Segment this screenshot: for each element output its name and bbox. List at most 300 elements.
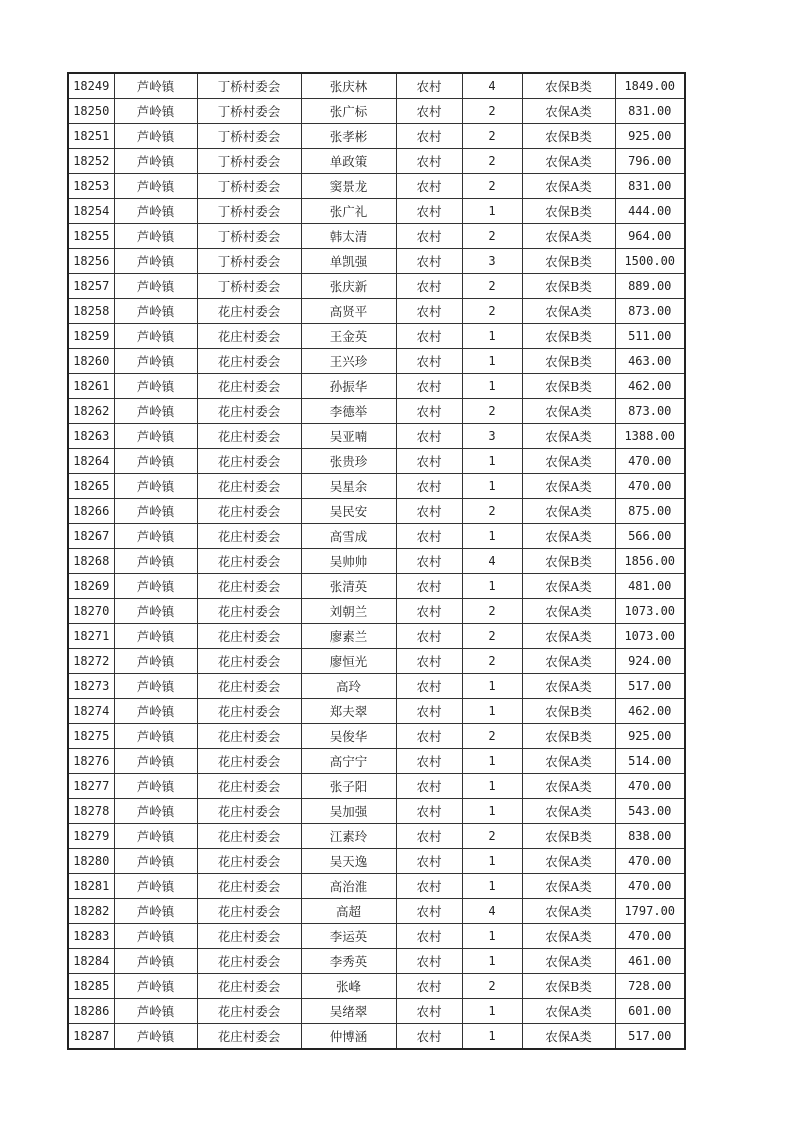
village-committee-cell: 花庄村委会	[197, 499, 301, 524]
serial-number-cell: 18271	[68, 624, 114, 649]
amount-cell: 462.00	[615, 699, 685, 724]
amount-cell: 470.00	[615, 774, 685, 799]
table-body	[68, 73, 685, 1049]
village-committee-cell: 花庄村委会	[197, 1024, 301, 1050]
town-cell: 芦岭镇	[114, 499, 197, 524]
name-cell: 张庆新	[301, 274, 396, 299]
category-cell: 农村	[396, 1024, 462, 1050]
village-committee-cell: 花庄村委会	[197, 324, 301, 349]
name-cell: 李运英	[301, 924, 396, 949]
name-cell: 高宁宁	[301, 749, 396, 774]
town-cell: 芦岭镇	[114, 349, 197, 374]
amount-cell: 1797.00	[615, 899, 685, 924]
serial-number-cell: 18285	[68, 974, 114, 999]
insurance-type-cell: 农保B类	[522, 549, 615, 574]
table-row	[68, 374, 685, 399]
town-cell: 芦岭镇	[114, 574, 197, 599]
amount-cell: 444.00	[615, 199, 685, 224]
town-cell: 芦岭镇	[114, 99, 197, 124]
insurance-type-cell: 农保A类	[522, 674, 615, 699]
amount-cell: 470.00	[615, 449, 685, 474]
category-cell: 农村	[396, 424, 462, 449]
amount-cell: 463.00	[615, 349, 685, 374]
amount-cell: 462.00	[615, 374, 685, 399]
serial-number-cell: 18264	[68, 449, 114, 474]
amount-cell: 470.00	[615, 924, 685, 949]
household-size-cell: 1	[462, 374, 522, 399]
household-size-cell: 1	[462, 324, 522, 349]
category-cell: 农村	[396, 274, 462, 299]
amount-cell: 838.00	[615, 824, 685, 849]
name-cell: 刘朝兰	[301, 599, 396, 624]
amount-cell: 543.00	[615, 799, 685, 824]
household-size-cell: 2	[462, 149, 522, 174]
amount-cell: 470.00	[615, 874, 685, 899]
table-row	[68, 149, 685, 174]
insurance-type-cell: 农保B类	[522, 73, 615, 99]
serial-number-cell: 18280	[68, 849, 114, 874]
household-size-cell: 1	[462, 999, 522, 1024]
category-cell: 农村	[396, 699, 462, 724]
village-committee-cell: 丁桥村委会	[197, 174, 301, 199]
serial-number-cell: 18267	[68, 524, 114, 549]
insurance-type-cell: 农保A类	[522, 449, 615, 474]
insurance-type-cell: 农保B类	[522, 124, 615, 149]
data-table	[67, 72, 686, 1050]
household-size-cell: 2	[462, 649, 522, 674]
category-cell: 农村	[396, 549, 462, 574]
table-row	[68, 899, 685, 924]
town-cell: 芦岭镇	[114, 73, 197, 99]
name-cell: 廖恒光	[301, 649, 396, 674]
serial-number-cell: 18260	[68, 349, 114, 374]
category-cell: 农村	[396, 299, 462, 324]
name-cell: 高治淮	[301, 874, 396, 899]
category-cell: 农村	[396, 674, 462, 699]
amount-cell: 517.00	[615, 1024, 685, 1050]
name-cell: 张贵珍	[301, 449, 396, 474]
household-size-cell: 2	[462, 274, 522, 299]
village-committee-cell: 花庄村委会	[197, 699, 301, 724]
serial-number-cell: 18272	[68, 649, 114, 674]
town-cell: 芦岭镇	[114, 1024, 197, 1050]
amount-cell: 461.00	[615, 949, 685, 974]
household-size-cell: 2	[462, 499, 522, 524]
town-cell: 芦岭镇	[114, 899, 197, 924]
category-cell: 农村	[396, 249, 462, 274]
insurance-type-cell: 农保A类	[522, 174, 615, 199]
name-cell: 高雪成	[301, 524, 396, 549]
serial-number-cell: 18249	[68, 73, 114, 99]
insurance-type-cell: 农保B类	[522, 974, 615, 999]
name-cell: 张清英	[301, 574, 396, 599]
serial-number-cell: 18250	[68, 99, 114, 124]
amount-cell: 796.00	[615, 149, 685, 174]
household-size-cell: 2	[462, 99, 522, 124]
insurance-type-cell: 农保B类	[522, 374, 615, 399]
amount-cell: 925.00	[615, 724, 685, 749]
table-row	[68, 424, 685, 449]
village-committee-cell: 花庄村委会	[197, 999, 301, 1024]
table-row	[68, 174, 685, 199]
table-row	[68, 499, 685, 524]
table-row	[68, 799, 685, 824]
town-cell: 芦岭镇	[114, 199, 197, 224]
insurance-type-cell: 农保A类	[522, 899, 615, 924]
serial-number-cell: 18287	[68, 1024, 114, 1050]
town-cell: 芦岭镇	[114, 799, 197, 824]
town-cell: 芦岭镇	[114, 174, 197, 199]
town-cell: 芦岭镇	[114, 999, 197, 1024]
insurance-type-cell: 农保A类	[522, 499, 615, 524]
village-committee-cell: 丁桥村委会	[197, 224, 301, 249]
serial-number-cell: 18257	[68, 274, 114, 299]
town-cell: 芦岭镇	[114, 824, 197, 849]
serial-number-cell: 18263	[68, 424, 114, 449]
insurance-type-cell: 农保A类	[522, 999, 615, 1024]
amount-cell: 873.00	[615, 399, 685, 424]
amount-cell: 1856.00	[615, 549, 685, 574]
insurance-type-cell: 农保A类	[522, 224, 615, 249]
category-cell: 农村	[396, 999, 462, 1024]
household-size-cell: 4	[462, 899, 522, 924]
name-cell: 张峰	[301, 974, 396, 999]
village-committee-cell: 花庄村委会	[197, 299, 301, 324]
household-size-cell: 2	[462, 299, 522, 324]
town-cell: 芦岭镇	[114, 849, 197, 874]
village-committee-cell: 花庄村委会	[197, 824, 301, 849]
name-cell: 郑夫翠	[301, 699, 396, 724]
category-cell: 农村	[396, 724, 462, 749]
serial-number-cell: 18278	[68, 799, 114, 824]
village-committee-cell: 花庄村委会	[197, 774, 301, 799]
serial-number-cell: 18284	[68, 949, 114, 974]
table-row	[68, 849, 685, 874]
category-cell: 农村	[396, 749, 462, 774]
town-cell: 芦岭镇	[114, 474, 197, 499]
name-cell: 单政策	[301, 149, 396, 174]
town-cell: 芦岭镇	[114, 749, 197, 774]
category-cell: 农村	[396, 374, 462, 399]
category-cell: 农村	[396, 849, 462, 874]
amount-cell: 889.00	[615, 274, 685, 299]
town-cell: 芦岭镇	[114, 924, 197, 949]
household-size-cell: 1	[462, 699, 522, 724]
village-committee-cell: 花庄村委会	[197, 424, 301, 449]
village-committee-cell: 花庄村委会	[197, 674, 301, 699]
town-cell: 芦岭镇	[114, 724, 197, 749]
insurance-type-cell: 农保A类	[522, 749, 615, 774]
serial-number-cell: 18258	[68, 299, 114, 324]
town-cell: 芦岭镇	[114, 624, 197, 649]
household-size-cell: 2	[462, 224, 522, 249]
category-cell: 农村	[396, 73, 462, 99]
amount-cell: 470.00	[615, 474, 685, 499]
name-cell: 吴加强	[301, 799, 396, 824]
serial-number-cell: 18276	[68, 749, 114, 774]
amount-cell: 566.00	[615, 524, 685, 549]
category-cell: 农村	[396, 524, 462, 549]
category-cell: 农村	[396, 874, 462, 899]
category-cell: 农村	[396, 124, 462, 149]
insurance-type-cell: 农保B类	[522, 824, 615, 849]
table-row	[68, 999, 685, 1024]
town-cell: 芦岭镇	[114, 699, 197, 724]
table-row	[68, 524, 685, 549]
household-size-cell: 1	[462, 474, 522, 499]
amount-cell: 831.00	[615, 99, 685, 124]
name-cell: 吴亚喃	[301, 424, 396, 449]
village-committee-cell: 花庄村委会	[197, 649, 301, 674]
amount-cell: 925.00	[615, 124, 685, 149]
village-committee-cell: 花庄村委会	[197, 799, 301, 824]
name-cell: 高超	[301, 899, 396, 924]
village-committee-cell: 丁桥村委会	[197, 199, 301, 224]
name-cell: 李德举	[301, 399, 396, 424]
table-row	[68, 599, 685, 624]
insurance-type-cell: 农保A类	[522, 399, 615, 424]
insurance-type-cell: 农保B类	[522, 324, 615, 349]
category-cell: 农村	[396, 599, 462, 624]
village-committee-cell: 丁桥村委会	[197, 274, 301, 299]
name-cell: 吴帅帅	[301, 549, 396, 574]
insurance-type-cell: 农保A类	[522, 599, 615, 624]
table-row	[68, 624, 685, 649]
household-size-cell: 2	[462, 624, 522, 649]
name-cell: 孙振华	[301, 374, 396, 399]
household-size-cell: 4	[462, 549, 522, 574]
name-cell: 高玲	[301, 674, 396, 699]
village-committee-cell: 花庄村委会	[197, 949, 301, 974]
table-row	[68, 349, 685, 374]
town-cell: 芦岭镇	[114, 874, 197, 899]
table-row	[68, 73, 685, 99]
insurance-type-cell: 农保B类	[522, 724, 615, 749]
insurance-type-cell: 农保A类	[522, 474, 615, 499]
amount-cell: 517.00	[615, 674, 685, 699]
category-cell: 农村	[396, 799, 462, 824]
village-committee-cell: 丁桥村委会	[197, 73, 301, 99]
household-size-cell: 4	[462, 73, 522, 99]
amount-cell: 875.00	[615, 499, 685, 524]
insurance-type-cell: 农保A类	[522, 774, 615, 799]
category-cell: 农村	[396, 149, 462, 174]
amount-cell: 1073.00	[615, 624, 685, 649]
village-committee-cell: 花庄村委会	[197, 524, 301, 549]
table-row	[68, 974, 685, 999]
village-committee-cell: 花庄村委会	[197, 549, 301, 574]
household-size-cell: 2	[462, 174, 522, 199]
category-cell: 农村	[396, 624, 462, 649]
category-cell: 农村	[396, 499, 462, 524]
category-cell: 农村	[396, 174, 462, 199]
category-cell: 农村	[396, 474, 462, 499]
town-cell: 芦岭镇	[114, 299, 197, 324]
amount-cell: 514.00	[615, 749, 685, 774]
household-size-cell: 1	[462, 774, 522, 799]
category-cell: 农村	[396, 899, 462, 924]
name-cell: 廖素兰	[301, 624, 396, 649]
serial-number-cell: 18251	[68, 124, 114, 149]
table-row	[68, 949, 685, 974]
insurance-type-cell: 农保A类	[522, 849, 615, 874]
serial-number-cell: 18275	[68, 724, 114, 749]
insurance-type-cell: 农保A类	[522, 574, 615, 599]
insurance-type-cell: 农保B类	[522, 349, 615, 374]
household-size-cell: 1	[462, 574, 522, 599]
amount-cell: 728.00	[615, 974, 685, 999]
insurance-type-cell: 农保A类	[522, 99, 615, 124]
village-committee-cell: 花庄村委会	[197, 349, 301, 374]
village-committee-cell: 花庄村委会	[197, 399, 301, 424]
town-cell: 芦岭镇	[114, 674, 197, 699]
insurance-type-cell: 农保B类	[522, 249, 615, 274]
town-cell: 芦岭镇	[114, 224, 197, 249]
name-cell: 仲博涵	[301, 1024, 396, 1050]
table-row	[68, 249, 685, 274]
category-cell: 农村	[396, 199, 462, 224]
name-cell: 张孝彬	[301, 124, 396, 149]
name-cell: 单凯强	[301, 249, 396, 274]
serial-number-cell: 18283	[68, 924, 114, 949]
insurance-type-cell: 农保A类	[522, 799, 615, 824]
village-committee-cell: 花庄村委会	[197, 474, 301, 499]
serial-number-cell: 18262	[68, 399, 114, 424]
table-row	[68, 324, 685, 349]
town-cell: 芦岭镇	[114, 549, 197, 574]
category-cell: 农村	[396, 774, 462, 799]
serial-number-cell: 18255	[68, 224, 114, 249]
serial-number-cell: 18265	[68, 474, 114, 499]
name-cell: 王兴珍	[301, 349, 396, 374]
name-cell: 张广标	[301, 99, 396, 124]
village-committee-cell: 花庄村委会	[197, 724, 301, 749]
insurance-type-cell: 农保B类	[522, 699, 615, 724]
serial-number-cell: 18259	[68, 324, 114, 349]
village-committee-cell: 花庄村委会	[197, 374, 301, 399]
amount-cell: 1073.00	[615, 599, 685, 624]
village-committee-cell: 花庄村委会	[197, 749, 301, 774]
household-size-cell: 1	[462, 674, 522, 699]
serial-number-cell: 18261	[68, 374, 114, 399]
household-size-cell: 3	[462, 249, 522, 274]
insurance-type-cell: 农保A类	[522, 149, 615, 174]
serial-number-cell: 18266	[68, 499, 114, 524]
name-cell: 吴星余	[301, 474, 396, 499]
serial-number-cell: 18274	[68, 699, 114, 724]
town-cell: 芦岭镇	[114, 974, 197, 999]
table-row	[68, 1024, 685, 1050]
household-size-cell: 1	[462, 924, 522, 949]
serial-number-cell: 18253	[68, 174, 114, 199]
village-committee-cell: 丁桥村委会	[197, 99, 301, 124]
insurance-type-cell: 农保A类	[522, 424, 615, 449]
serial-number-cell: 18269	[68, 574, 114, 599]
amount-cell: 511.00	[615, 324, 685, 349]
table-row	[68, 224, 685, 249]
serial-number-cell: 18273	[68, 674, 114, 699]
village-committee-cell: 花庄村委会	[197, 849, 301, 874]
amount-cell: 924.00	[615, 649, 685, 674]
household-size-cell: 1	[462, 749, 522, 774]
town-cell: 芦岭镇	[114, 249, 197, 274]
insurance-type-cell: 农保B类	[522, 274, 615, 299]
household-size-cell: 1	[462, 524, 522, 549]
table-row	[68, 124, 685, 149]
name-cell: 张子阳	[301, 774, 396, 799]
table-row	[68, 824, 685, 849]
category-cell: 农村	[396, 99, 462, 124]
table-row	[68, 699, 685, 724]
household-size-cell: 1	[462, 349, 522, 374]
household-size-cell: 2	[462, 599, 522, 624]
table-row	[68, 574, 685, 599]
serial-number-cell: 18286	[68, 999, 114, 1024]
household-size-cell: 1	[462, 799, 522, 824]
amount-cell: 873.00	[615, 299, 685, 324]
village-committee-cell: 花庄村委会	[197, 449, 301, 474]
serial-number-cell: 18279	[68, 824, 114, 849]
insurance-type-cell: 农保B类	[522, 199, 615, 224]
village-committee-cell: 丁桥村委会	[197, 124, 301, 149]
insurance-type-cell: 农保A类	[522, 874, 615, 899]
town-cell: 芦岭镇	[114, 124, 197, 149]
table-row	[68, 924, 685, 949]
village-committee-cell: 花庄村委会	[197, 974, 301, 999]
village-committee-cell: 花庄村委会	[197, 624, 301, 649]
name-cell: 王金英	[301, 324, 396, 349]
category-cell: 农村	[396, 324, 462, 349]
serial-number-cell: 18277	[68, 774, 114, 799]
amount-cell: 601.00	[615, 999, 685, 1024]
town-cell: 芦岭镇	[114, 949, 197, 974]
household-size-cell: 2	[462, 824, 522, 849]
category-cell: 农村	[396, 399, 462, 424]
amount-cell: 831.00	[615, 174, 685, 199]
village-committee-cell: 花庄村委会	[197, 599, 301, 624]
name-cell: 江素玲	[301, 824, 396, 849]
category-cell: 农村	[396, 974, 462, 999]
serial-number-cell: 18270	[68, 599, 114, 624]
table-row	[68, 774, 685, 799]
category-cell: 农村	[396, 349, 462, 374]
town-cell: 芦岭镇	[114, 399, 197, 424]
name-cell: 吴天逸	[301, 849, 396, 874]
town-cell: 芦岭镇	[114, 424, 197, 449]
table-row	[68, 274, 685, 299]
town-cell: 芦岭镇	[114, 324, 197, 349]
town-cell: 芦岭镇	[114, 774, 197, 799]
insurance-type-cell: 农保A类	[522, 1024, 615, 1050]
town-cell: 芦岭镇	[114, 524, 197, 549]
serial-number-cell: 18252	[68, 149, 114, 174]
insurance-type-cell: 农保A类	[522, 649, 615, 674]
category-cell: 农村	[396, 224, 462, 249]
serial-number-cell: 18281	[68, 874, 114, 899]
amount-cell: 470.00	[615, 849, 685, 874]
table-row	[68, 399, 685, 424]
table-row	[68, 674, 685, 699]
household-size-cell: 1	[462, 849, 522, 874]
table-row	[68, 299, 685, 324]
name-cell: 窦景龙	[301, 174, 396, 199]
serial-number-cell: 18254	[68, 199, 114, 224]
table-row	[68, 449, 685, 474]
household-size-cell: 2	[462, 124, 522, 149]
town-cell: 芦岭镇	[114, 649, 197, 674]
insurance-type-cell: 农保A类	[522, 949, 615, 974]
village-committee-cell: 丁桥村委会	[197, 149, 301, 174]
